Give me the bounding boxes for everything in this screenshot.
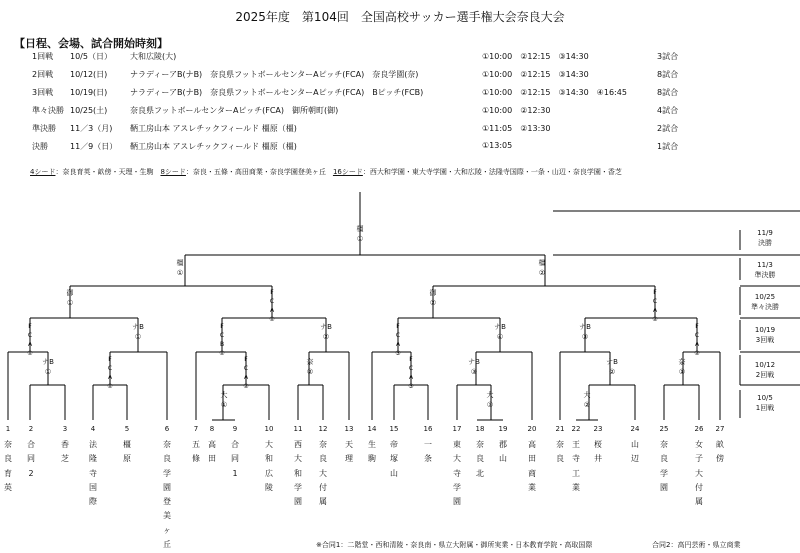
round-date: 11/3 xyxy=(757,261,773,269)
match-label-r3: F C B ① xyxy=(219,323,225,357)
round-date: 10/12 xyxy=(754,361,776,369)
match-label-r2: F C A ③ xyxy=(408,356,414,390)
schedule-times: ①10:00 ②12:30 xyxy=(482,106,551,115)
match-label-r2: ナB ② xyxy=(606,358,618,376)
schedule-times: ①11:05 ②13:30 xyxy=(482,124,551,133)
match-label-sf2: 橿 ② xyxy=(538,259,546,277)
team-name: 生 駒 xyxy=(368,440,376,464)
team-name: 奈 良 大 付 属 xyxy=(319,440,327,507)
round-date: 10/5 xyxy=(757,394,773,402)
seed-8-label: 8シード xyxy=(160,168,186,176)
round-date: 10/25 xyxy=(754,293,776,301)
team-number: 7 xyxy=(193,425,199,433)
team-number: 27 xyxy=(715,425,725,433)
seed-16-teams: ：西大和学園・東大寺学園・大和広陵・法隆寺国際・一条・山辺・奈良学園・香芝 xyxy=(362,168,622,176)
match-label-r2: 奈 ② xyxy=(306,358,314,376)
team-name: 帝 塚 山 xyxy=(390,440,398,478)
match-label-r2: ナB ① xyxy=(42,358,54,376)
team-number: 16 xyxy=(423,425,433,433)
match-label-r2: F C A ① xyxy=(107,356,113,390)
schedule-games: 8試合 xyxy=(657,88,679,97)
match-label-r3: F C A ③ xyxy=(395,323,401,357)
schedule-date: 11／3（月) xyxy=(70,124,113,133)
match-label-r2: F C A ② xyxy=(243,356,249,390)
match-label-r1: 大 ① xyxy=(220,391,228,409)
schedule-games: 4試合 xyxy=(657,106,679,115)
team-number: 24 xyxy=(630,425,640,433)
match-label-final: 橿 ① xyxy=(356,225,364,243)
team-name: 橿 原 xyxy=(123,440,131,464)
team-number: 11 xyxy=(293,425,303,433)
team-number: 14 xyxy=(367,425,377,433)
team-name: 合 同 1 xyxy=(231,440,239,478)
team-name: 奈 良 学 園 xyxy=(660,440,668,492)
seed-4-teams: ：奈良育英・畝傍・天理・生駒 xyxy=(55,168,161,176)
team-number: 18 xyxy=(475,425,485,433)
schedule-games: 1試合 xyxy=(657,142,679,151)
round-legend-r3 xyxy=(740,325,790,345)
team-number: 13 xyxy=(344,425,354,433)
schedule-venue: 大和広陵(大) xyxy=(130,52,177,61)
schedule-times: ①10:00 ②12:15 ③14:30 ④16:45 xyxy=(482,88,627,97)
team-number: 17 xyxy=(452,425,462,433)
schedule-round: 準決勝 xyxy=(32,124,56,133)
schedule-round: 2回戦 xyxy=(32,70,54,79)
page-title: 2025年度 第104回 全国高校サッカー選手権大会奈良大会 xyxy=(235,10,565,24)
team-name: 奈 良 北 xyxy=(476,440,484,478)
team-number: 19 xyxy=(498,425,508,433)
team-number: 26 xyxy=(694,425,704,433)
team-number: 2 xyxy=(28,425,34,433)
team-number: 5 xyxy=(124,425,130,433)
schedule-date: 10/12(日) xyxy=(70,70,108,79)
match-label-r3: ナB ② xyxy=(320,323,332,341)
team-name: 郡 山 xyxy=(499,440,507,464)
match-label-r3: F C A ① xyxy=(27,323,33,357)
team-name: 高 田 商 業 xyxy=(528,440,536,492)
schedule-venue: 鞆工房山本 アスレチックフィールド 橿原（橿) xyxy=(130,142,297,151)
schedule-venue: 奈良県フットボールセンターAピッチ(FCA) 御所朝町(御) xyxy=(130,106,339,115)
schedule-games: 8試合 xyxy=(657,70,679,79)
match-label-sf1: 橿 ① xyxy=(176,259,184,277)
team-number: 3 xyxy=(62,425,68,433)
team-name: 香 芝 xyxy=(61,440,69,464)
schedule-venue: 鞆工房山本 アスレチックフィールド 橿原（橿) xyxy=(130,124,297,133)
schedule-venue: ナラディーアB(ナB) 奈良県フットボールセンターAピッチ(FCA) 奈良学園(奈) xyxy=(130,70,419,79)
match-label-r2: 奈 ① xyxy=(678,358,686,376)
team-number: 9 xyxy=(232,425,238,433)
match-label-r3: ナB ③ xyxy=(579,323,591,341)
match-label-r3: ナB ① xyxy=(132,323,144,341)
team-number: 22 xyxy=(571,425,581,433)
round-date: 10/19 xyxy=(754,326,776,334)
schedule-date: 10/25(土) xyxy=(70,106,108,115)
match-label-r3: F C A ② xyxy=(694,323,700,357)
team-name: 大 和 広 陵 xyxy=(265,440,273,492)
footer-note-2: 合同2：高円芸術・県立商業 xyxy=(652,541,741,549)
team-name: 奈 良 育 英 xyxy=(4,440,12,492)
round-name: 2回戦 xyxy=(755,371,775,379)
team-name: 女 子 大 付 属 xyxy=(695,440,703,507)
schedule-games: 3試合 xyxy=(657,52,679,61)
round-legend-sf xyxy=(740,260,790,280)
match-label-r1: 大 ② xyxy=(583,391,591,409)
footer-note-1: ※合同1：二階堂・西和清陵・奈良南・県立大附属・御所実業・日本教育学院・高取国際 xyxy=(316,541,593,549)
team-number: 6 xyxy=(164,425,170,433)
round-legend-r1 xyxy=(740,393,790,413)
seed-16-label: 16シード xyxy=(332,168,363,176)
round-legend-r2 xyxy=(740,360,790,380)
team-name: 法 隆 寺 国 際 xyxy=(89,440,97,507)
team-number: 12 xyxy=(318,425,328,433)
team-number: 8 xyxy=(209,425,215,433)
schedule-games: 2試合 xyxy=(657,124,679,133)
team-number: 25 xyxy=(659,425,669,433)
team-name: 西 大 和 学 園 xyxy=(294,440,302,507)
team-name: 桜 井 xyxy=(594,440,602,464)
team-name: 高 田 xyxy=(208,440,216,464)
schedule-venue: ナラディーアB(ナB) 奈良県フットボールセンターAピッチ(FCA) Bピッチ(FCB) xyxy=(130,88,424,97)
team-name: 天 理 xyxy=(345,440,353,464)
team-number: 10 xyxy=(264,425,274,433)
team-name: 合 同 2 xyxy=(27,440,35,478)
schedule-date: 11／9（日） xyxy=(70,142,118,151)
team-number: 4 xyxy=(90,425,96,433)
schedule-times: ①10:00 ②12:15 ③14:30 xyxy=(482,52,589,61)
schedule-round: 3回戦 xyxy=(32,88,54,97)
schedule-heading: 【日程、会場、試合開始時刻】 xyxy=(14,37,168,50)
match-label-r3: ナB ④ xyxy=(494,323,506,341)
seed-4-label: 4シード xyxy=(30,168,56,176)
schedule-round: 決勝 xyxy=(32,142,48,151)
schedule-date: 10/19(日) xyxy=(70,88,108,97)
schedule-date: 10/5（日） xyxy=(70,52,112,61)
team-number: 15 xyxy=(389,425,399,433)
seed-8-teams: ：奈良・五條・高田商業・奈良学園登美ヶ丘 xyxy=(185,168,333,176)
match-label-r2: ナB ③ xyxy=(468,358,480,376)
round-name: 3回戦 xyxy=(755,336,775,344)
schedule-times: ①10:00 ②12:15 ③14:30 xyxy=(482,70,589,79)
team-name: 奈 良 学 園 登 美 ヶ 丘 xyxy=(163,440,171,550)
schedule-round: 準々決勝 xyxy=(32,106,64,115)
team-name: 一 条 xyxy=(424,440,432,464)
team-name: 王 寺 工 業 xyxy=(572,440,580,492)
team-name: 奈 良 xyxy=(556,440,564,464)
team-name: 東 大 寺 学 園 xyxy=(453,440,461,507)
match-label-r1: 大 ③ xyxy=(486,391,494,409)
schedule-times: ①13:05 xyxy=(482,141,513,150)
team-number: 20 xyxy=(527,425,537,433)
team-number: 1 xyxy=(5,425,11,433)
round-name: 準々決勝 xyxy=(751,303,779,311)
match-label-qf3: 御 ② xyxy=(429,289,437,307)
match-label-qf1: 御 ① xyxy=(66,289,74,307)
team-number: 21 xyxy=(555,425,565,433)
team-name: 五 條 xyxy=(192,440,200,464)
match-label-qf2: F C A ① xyxy=(269,289,275,323)
round-legend-qf xyxy=(740,292,790,312)
team-name: 山 辺 xyxy=(631,440,639,464)
round-date: 11/9 xyxy=(757,229,773,237)
round-name: 決勝 xyxy=(758,239,772,247)
round-legend-final xyxy=(740,228,790,248)
team-name: 畝 傍 xyxy=(716,440,724,464)
schedule-round: 1回戦 xyxy=(32,52,54,61)
round-name: 1回戦 xyxy=(755,404,775,412)
round-name: 準決勝 xyxy=(754,271,776,279)
team-number: 23 xyxy=(593,425,603,433)
match-label-qf4: F C A ② xyxy=(652,289,658,323)
